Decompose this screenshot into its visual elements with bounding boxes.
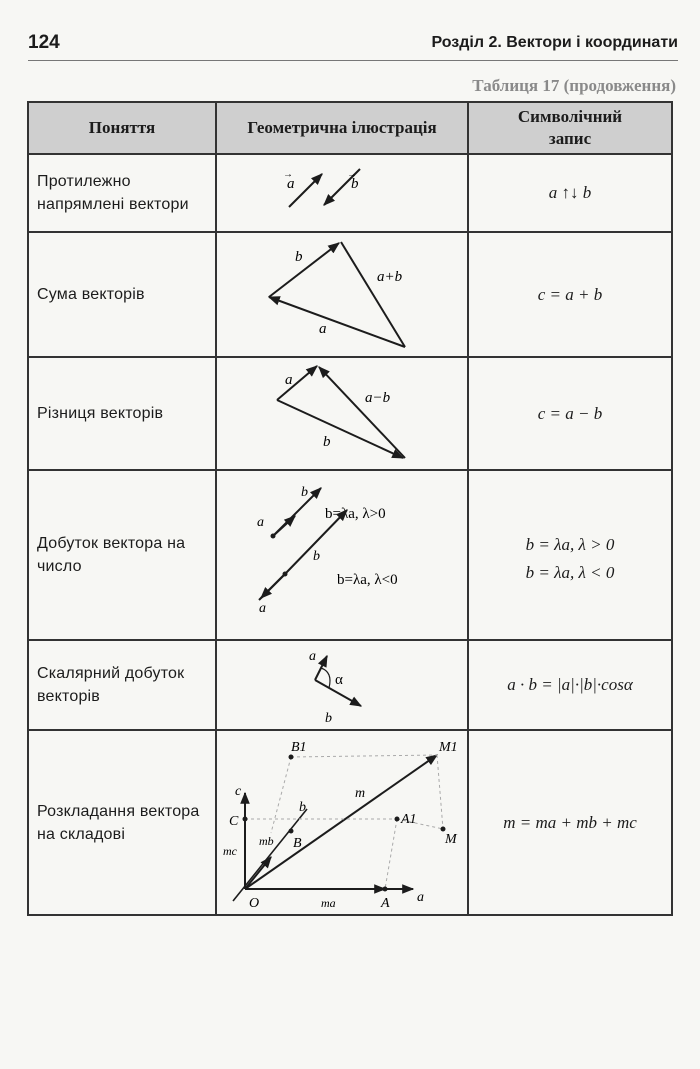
vector-b-positive — [273, 488, 321, 536]
formula: c = a − b — [537, 403, 603, 423]
label-a: a — [257, 515, 264, 530]
formula: c = a + b — [537, 284, 603, 304]
label-M1: M1 — [439, 739, 458, 755]
concept-cell: Розкладання вектора на складові — [28, 730, 216, 915]
label-a-plus-b: a+b — [377, 268, 403, 285]
vector-b-negative — [285, 510, 347, 574]
vector-a-plus-b — [341, 242, 405, 347]
svg-text:→: → — [283, 169, 293, 180]
table-row — [28, 470, 672, 640]
table-caption: Таблиця 17 (продовження) — [472, 76, 676, 95]
vector-difference-diagram — [217, 360, 465, 468]
label-M: M — [445, 831, 457, 847]
decomposition-diagram — [217, 733, 465, 913]
svg-text:→: → — [347, 169, 357, 180]
illustration-cell — [216, 640, 468, 730]
table-row — [28, 232, 672, 357]
formula: b = λa, λ > 0 — [525, 535, 615, 554]
concept-cell: Скалярний добуток векторів — [28, 640, 216, 730]
label-b: b — [299, 799, 306, 815]
vector-sum-diagram — [217, 235, 465, 355]
symbolic-cell — [468, 470, 672, 640]
dot-product-diagram — [217, 642, 465, 728]
label-b: b — [351, 176, 359, 192]
illustration-cell — [216, 154, 468, 232]
concept-cell: Різниця векторів — [28, 357, 216, 470]
label-ma: ma — [321, 895, 336, 910]
header-divider — [28, 60, 678, 61]
label-a: a — [319, 320, 327, 337]
label-A1: A1 — [401, 811, 417, 827]
concepts-table — [27, 101, 673, 916]
illustration-cell — [216, 232, 468, 357]
illustration-cell — [216, 470, 468, 640]
opposite-vectors-diagram — [217, 156, 465, 230]
label-B1: B1 — [291, 739, 307, 755]
label-b: b — [301, 485, 308, 500]
formula: m = ma + mb + mc — [503, 812, 637, 832]
section-title: Розділ 2. Вектори і координати — [431, 34, 678, 51]
vector-b — [277, 400, 403, 458]
label-a: a — [287, 176, 295, 192]
label-C: C — [229, 813, 239, 829]
illustration-cell — [216, 357, 468, 470]
label-b: b — [313, 549, 320, 564]
formula: b = λa, λ < 0 — [525, 563, 615, 582]
symbolic-cell — [468, 640, 672, 730]
label-negative-lambda: b=λa, λ<0 — [337, 572, 398, 588]
label-A: A — [381, 895, 390, 911]
symbolic-cell — [468, 154, 672, 232]
vector-a — [277, 366, 317, 400]
label-b: b — [295, 248, 303, 265]
label-a: a — [417, 889, 424, 905]
formula: a · b = |a|·|b|·cosα — [507, 675, 633, 694]
label-alpha: α — [335, 672, 343, 688]
table-row — [28, 357, 672, 470]
label-b: b — [325, 711, 332, 726]
label-O: O — [249, 895, 260, 911]
illustration-cell — [216, 730, 468, 915]
label-b: b — [323, 433, 331, 450]
symbolic-cell — [468, 232, 672, 357]
concept-cell: Сума векторів — [28, 232, 216, 357]
vector-a-minus-b — [319, 367, 405, 458]
concept-cell: Добуток вектора на число — [28, 470, 216, 640]
label-c: c — [235, 783, 242, 799]
label-a-minus-b: a−b — [365, 389, 391, 406]
column-header-symbolic: Символічний запис — [468, 102, 672, 154]
page-header — [28, 28, 678, 64]
label-mb: mb — [259, 833, 274, 848]
column-header-illustration: Геометрична ілюстрація — [216, 102, 468, 154]
table-header-row — [28, 102, 672, 154]
label-B: B — [293, 835, 302, 851]
table-row — [28, 730, 672, 915]
symbolic-cell — [468, 730, 672, 915]
concept-cell: Протилежно напрямлені вектори — [28, 154, 216, 232]
label-a: a — [309, 649, 316, 664]
vector-a — [269, 297, 405, 347]
label-a: a — [259, 601, 266, 616]
label-a: a — [285, 371, 293, 388]
table-row — [28, 154, 672, 232]
formula: a ↑↓ b — [548, 183, 592, 202]
label-m: m — [355, 785, 366, 801]
symbolic-cell — [468, 357, 672, 470]
table-row — [28, 640, 672, 730]
vector-b — [269, 243, 339, 297]
scalar-multiplication-diagram — [217, 472, 465, 638]
label-mc: mc — [223, 843, 237, 858]
label-positive-lambda: b=λa, λ>0 — [325, 506, 386, 522]
page-number: 124 — [28, 32, 60, 53]
column-header-concept: Поняття — [28, 102, 216, 154]
